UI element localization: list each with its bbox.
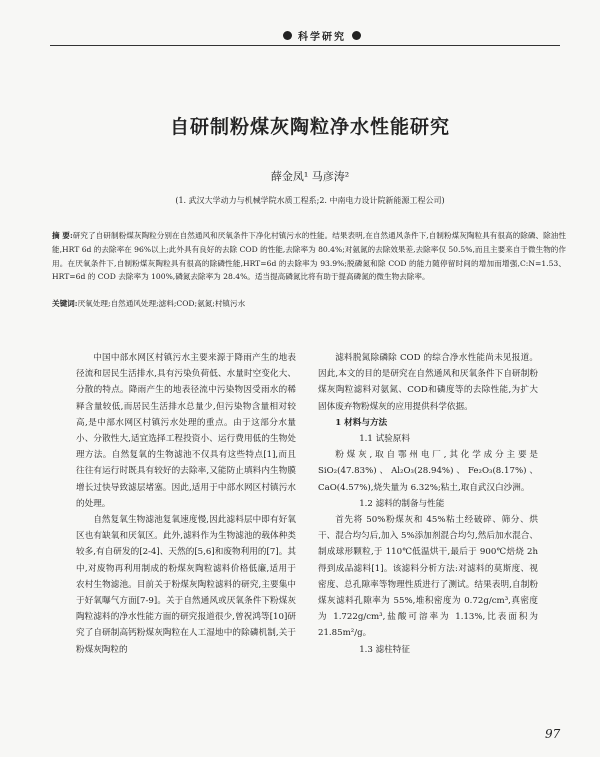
subsection-heading: 1.1 试验原料 bbox=[359, 434, 410, 445]
body-paragraph: 首先将 50%粉煤灰和 45%粘土经破碎、筛分、烘干、混合均匀后,加入 5%添加剂混合均匀,然后加水混合、制成球形颗粒,于 110℃低温烘干,最后于 900℃焙烧 2h 得到成品滤料[1]。该滤料分析方法:对滤料的莫斯度、视密度、总孔隙率等物理性质进行了测试。结果表明,自制粉煤灰滤料孔隙率为 55%,堆积密度为 0.72g/cm³,真密度为 1.722g/cm³,盐酸可溶率为 1.13%,比表面积为 21.85m²/g。 bbox=[318, 515, 538, 639]
affiliation: (1. 武汉大学动力与机械学院水质工程系;2. 中南电力设计院新能源工程公司) bbox=[175, 196, 445, 205]
abstract-text: 研究了自研制粉煤灰陶粒分别在自然通风和厌氧条件下净化村镇污水的性能。结果表明,在自然通风条件下,自制粉煤灰陶粒具有很高的除磷、除油性能,HRT 6d 的去除率在 96%以上;此外具有良好的去除 COD 的性能,去除率为 80.4%;对氨氮的去除效果差,去除率仅 50.5%,而且主要来自于微生物的作用。在厌氧条件下,自制粉煤灰陶粒具有很高的除磷性能,HRT=6d 的去除率为 93.9%;脱磷氮和除 COD 的能力随停留时间的增加而增强,C:N=1.53、HRT=6d 的 COD 去除率为 100%,磷氮去除率为 28.4%。适当提高磷氮比将有助于提高磷氮的微生物去除率。 bbox=[52, 231, 566, 282]
keywords-text: 厌氧处理;自然通风处理;滤料;COD;氨氮;村镇污水 bbox=[77, 299, 246, 308]
running-header-label: 科学研究 bbox=[298, 31, 346, 43]
header-ornament-icon-right bbox=[352, 31, 361, 40]
body-paragraph: 自然复氧生物滤池复氧速度慢,因此滤料层中即有好氧区也有缺氧和厌氧区。此外,滤料作为生物滤池的载体种类较多,有自研发的[2-4]、天然的[5,6]和废物利用的[7]。其中,对废物再利用制成的粉煤灰陶粒滤料价格低廉,适用于农村生物滤池。目前关于粉煤灰陶粒滤料的研究,主要集中于好氧曝气方面[7-9]。关于自然通风或厌氧条件下粉煤灰陶粒滤料的净水性能方面的研究报道很少,曾祝鸿等[10]研究了自研制高钙粉煤灰陶粒在人工湿地中的除磷机制,关于粉煤灰陶粒的 bbox=[76, 515, 296, 655]
abstract bbox=[52, 229, 566, 284]
right-column bbox=[318, 350, 538, 658]
page-number: 97 bbox=[545, 727, 561, 741]
running-header bbox=[262, 28, 382, 42]
subsection-heading: 1.2 滤料的制备与性能 bbox=[359, 498, 445, 509]
section-heading: 1 材料与方法 bbox=[335, 417, 388, 428]
abstract-label: 摘 要: bbox=[52, 231, 73, 240]
header-ornament-icon-left bbox=[283, 31, 292, 40]
header-rule bbox=[50, 45, 560, 46]
author-list: 薛金凤¹ 马彦涛² bbox=[270, 170, 350, 183]
keywords-label: 关键词: bbox=[52, 299, 78, 308]
subsection-heading: 1.3 滤柱特征 bbox=[359, 644, 410, 655]
body-paragraph: 滤料脱氮除磷除 COD 的综合净水性能尚未见报道。因此,本文的目的是研究在自然通风和厌氧条件下自研制粉煤灰陶粒滤料对氨氮、COD和磷度等的去除性能,为扩大固体废弃物粉煤灰的应用提供科学依据。 bbox=[318, 353, 538, 412]
paper-title: 自研制粉煤灰陶粒净水性能研究 bbox=[169, 116, 450, 138]
keywords bbox=[52, 298, 566, 309]
left-column bbox=[76, 350, 296, 658]
body-paragraph: 中国中部水网区村镇污水主要来源于降雨产生的地表径流和居民生活排水,具有污染负荷低、水量时空变化大、分散的特点。降雨产生的地表径流中污染物因受雨水的稀释含量较低,而居民生活排水总量少,但污染物含量相对较高,是中部水网区村镇污水处理的重点。由于这部分水量小、分散性大,适宜选择工程投资小、运行费用低的生物处理方法。自然复氧的生物滤池不仅具有这些特点[1],而且往往有运行时既具有较好的去除率,又能防止填料内生物膜增长过快导致滤层堵塞。因此,适用于中部水网区村镇污水的处理。 bbox=[76, 353, 296, 509]
body-paragraph: 粉煤灰,取自鄂州电厂,其化学成分主要是 SiO₂(47.83%)、Al₂O₃(28.94%)、Fe₂O₃(8.17%)、CaO(4.57%),烧失量为 6.32%;粘土,取自武汉白沙洲。 bbox=[318, 450, 538, 493]
